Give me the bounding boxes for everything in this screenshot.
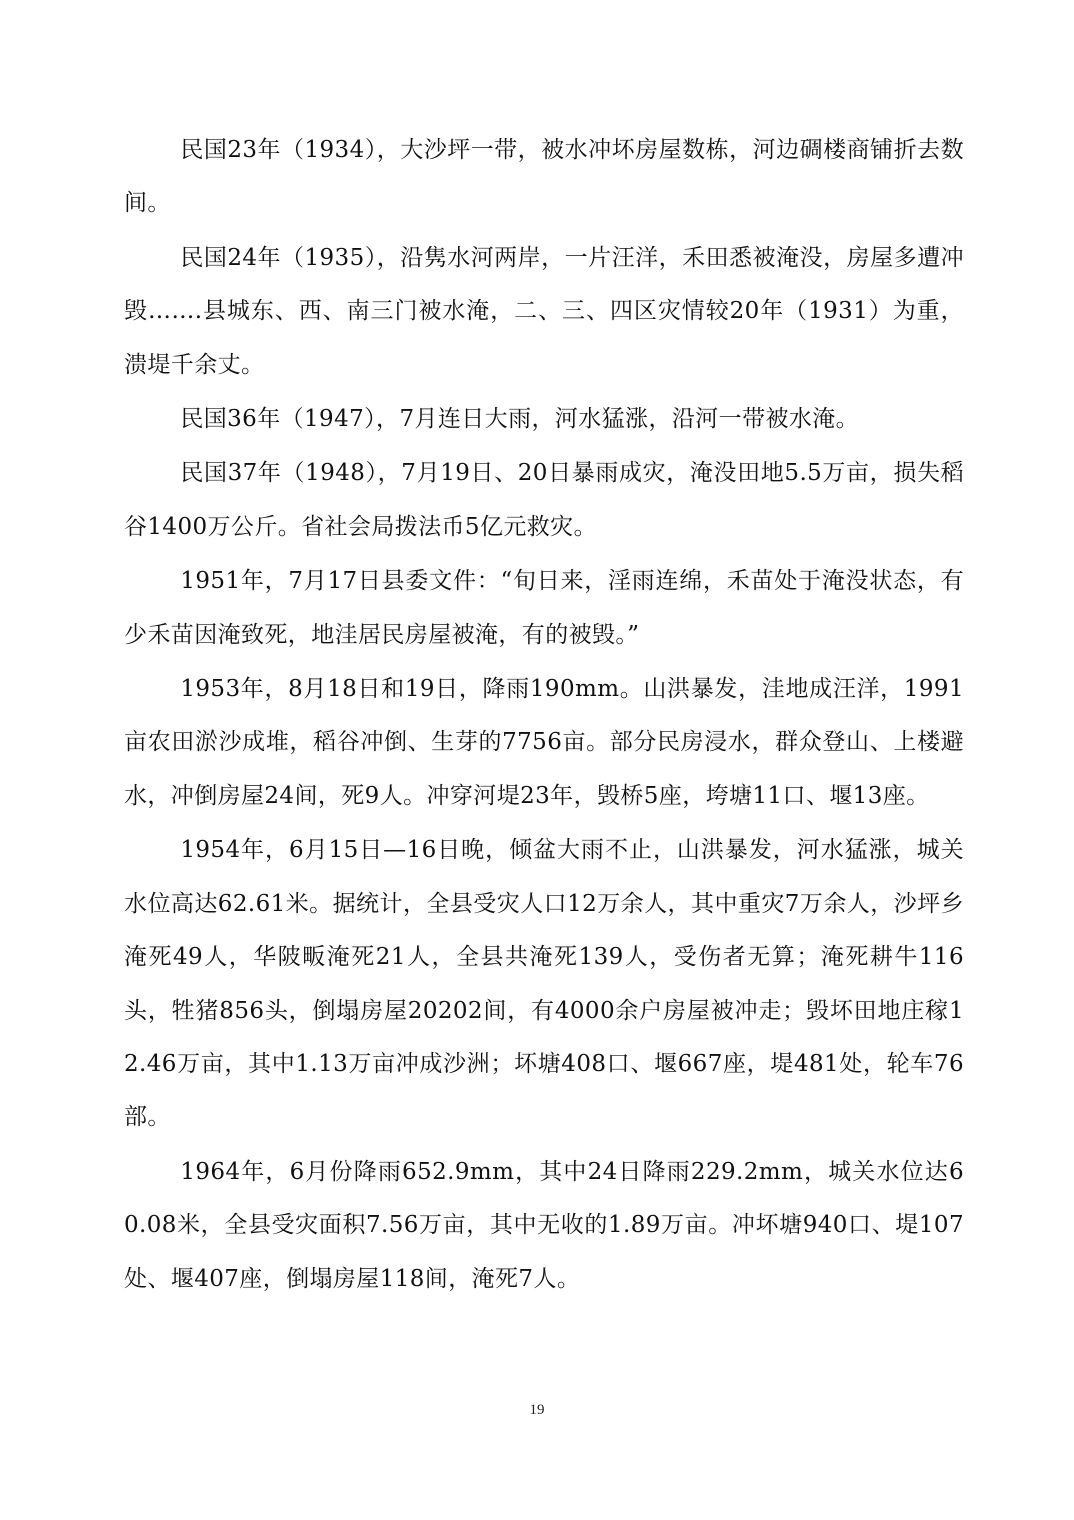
paragraph-1947-flood: 民国36年（1947），7月连日大雨，河水猛涨，沿河一带被水淹。 — [180, 406, 860, 433]
paragraph-1964-flood: 1964年，6月份降雨652.9mm，其中24日降雨229.2mm，城关水位达60.08米，全县受灾面积7.56万亩，其中无收的1.89万亩。冲坏塘940口、堤107处、堰407座，倒塌房屋118间，淹死7人。 — [124, 1158, 964, 1292]
paragraph-1951-flood: 1951年，7月17日县委文件：“旬日来，淫雨连绵，禾苗处于淹没状态，有少禾苗因淹致死，地洼居民房屋被淹，有的被毁。” — [124, 568, 964, 648]
paragraph-1953-flood: 1953年，8月18日和19日，降雨190mm。山洪暴发，洼地成汪洋，1991亩农田淤沙成堆，稻谷冲倒、生芽的7756亩。部分民房浸水，群众登山、上楼避水，冲倒房屋24间，死9人。冲穿河堤23年，毁桥5座，垮塘11口、堰13座。 — [124, 676, 964, 809]
paragraph-1934-flood: 民国23年（1934），大沙坪一带，被水冲坏房屋数栋，河边碉楼商铺折去数间。 — [124, 137, 964, 217]
page-number: 19 — [529, 1402, 545, 1418]
paragraph-1954-flood: 1954年，6月15日—16日晚，倾盆大雨不止，山洪暴发，河水猛涨，城关水位高达62.61米。据统计，全县受灾人口12万余人，其中重灾7万余人，沙坪乡淹死49人，华陂畈淹死21人，全县共淹死139人，受伤者无算；淹死耕牛116头，牲猪856头，倒塌房屋20202间，有4000余户房屋被冲走；毁坏田地庄稼12.46万亩，其中1.13万亩冲成沙洲；坏塘408口、堰667座，堤481处，轮车76部。 — [124, 837, 964, 1131]
document-body — [124, 124, 964, 1307]
paragraph-1935-flood: 民国24年（1935），沿隽水河两岸，一片汪洋，禾田悉被淹没，房屋多遭冲毁…….县城东、西、南三门被水淹，二、三、四区灾情较20年（1931）为重，溃堤千余丈。 — [124, 244, 964, 378]
paragraph-1948-flood: 民国37年（1948），7月19日、20日暴雨成灾，淹没田地5.5万亩，损失稻谷1400万公斤。省社会局拨法币5亿元救灾。 — [124, 460, 964, 540]
